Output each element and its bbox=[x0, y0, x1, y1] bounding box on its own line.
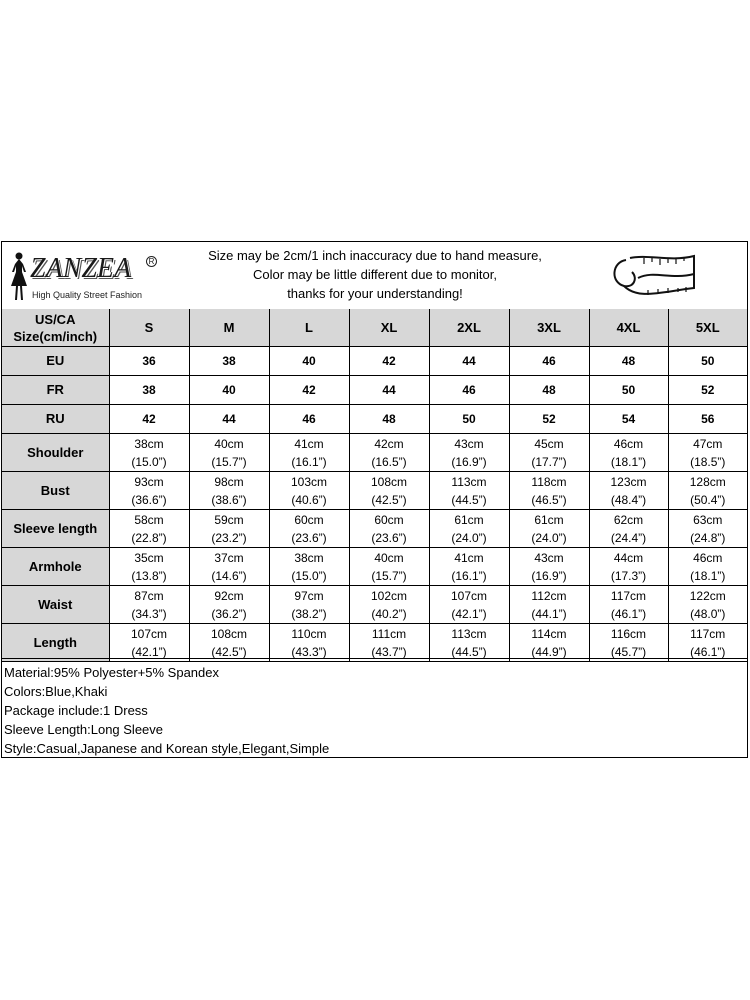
header-label-cell bbox=[2, 309, 109, 347]
cm-value: 38cm bbox=[294, 550, 324, 565]
inch-value: (23.6”) bbox=[371, 530, 407, 545]
inch-value: (24.8”) bbox=[690, 530, 726, 545]
cm-value: 111cm bbox=[371, 626, 407, 641]
measurement-row bbox=[2, 624, 747, 662]
measurement-cell bbox=[589, 624, 668, 662]
measurement-cell bbox=[189, 510, 269, 548]
size-cell: 2XL bbox=[429, 309, 509, 347]
measurement-cell bbox=[668, 624, 747, 662]
inch-value: (17.3”) bbox=[610, 568, 647, 583]
cm-value: 62cm bbox=[613, 512, 644, 527]
inch-value: (43.3”) bbox=[291, 644, 327, 659]
detail-colors: Colors:Blue,Khaki bbox=[4, 684, 108, 699]
cm-value: 37cm bbox=[214, 550, 244, 565]
cm-value: 103cm bbox=[290, 474, 328, 489]
inch-value: (45.7”) bbox=[610, 644, 647, 659]
cm-value: 122cm bbox=[689, 588, 726, 603]
measurement-cell bbox=[189, 624, 269, 662]
inch-value: (16.9”) bbox=[451, 454, 487, 469]
cm-value: 108cm bbox=[370, 474, 408, 489]
row-label: Armhole bbox=[2, 548, 109, 586]
detail-package: Package include:1 Dress bbox=[4, 703, 148, 718]
cm-value: 42cm bbox=[374, 436, 404, 451]
measurement-cell bbox=[509, 624, 589, 662]
inch-value: (16.1”) bbox=[451, 568, 487, 583]
size-cell: M bbox=[189, 309, 269, 347]
size-chart bbox=[1, 241, 748, 758]
inch-value: (46.1”) bbox=[610, 606, 647, 621]
conversion-cell: 40 bbox=[269, 347, 349, 376]
cm-value: 43cm bbox=[454, 436, 484, 451]
row-label: Waist bbox=[2, 586, 109, 624]
conversion-cell: 48 bbox=[589, 347, 668, 376]
measurement-cell bbox=[429, 548, 509, 586]
cm-value: 93cm bbox=[134, 474, 164, 489]
conversion-cell: 42 bbox=[349, 347, 429, 376]
conversion-cell: 52 bbox=[509, 405, 589, 434]
measurement-cell bbox=[589, 510, 668, 548]
chart-header bbox=[2, 242, 747, 310]
cm-value: 92cm bbox=[214, 588, 244, 603]
measurement-cell bbox=[429, 434, 509, 472]
size-cell: 3XL bbox=[509, 309, 589, 347]
measurement-cell bbox=[429, 510, 509, 548]
inch-value: (23.6”) bbox=[291, 530, 327, 545]
measurement-cell bbox=[509, 510, 589, 548]
inch-value: (15.0”) bbox=[291, 568, 327, 583]
size-table bbox=[2, 309, 747, 662]
cm-value: 58cm bbox=[134, 512, 164, 527]
notice-line: thanks for your understanding! bbox=[287, 286, 463, 301]
conversion-cell: 40 bbox=[189, 376, 269, 405]
inch-value: (24.4”) bbox=[610, 530, 647, 545]
inch-value: (16.5”) bbox=[371, 454, 407, 469]
size-cell: S bbox=[109, 309, 189, 347]
product-details bbox=[2, 658, 747, 758]
inch-value: (36.2”) bbox=[211, 606, 247, 621]
cm-value: 118cm bbox=[531, 474, 567, 489]
conversion-cell: 38 bbox=[189, 347, 269, 376]
woman-silhouette-icon bbox=[6, 250, 32, 306]
inch-value: (44.1”) bbox=[531, 606, 567, 621]
inch-value: (22.8”) bbox=[131, 530, 167, 545]
inch-value: (42.5”) bbox=[211, 644, 247, 659]
row-label: FR bbox=[2, 376, 109, 405]
cm-value: 40cm bbox=[374, 550, 404, 565]
inch-value: (14.6”) bbox=[211, 568, 247, 583]
conversion-row bbox=[2, 376, 747, 405]
cm-value: 46cm bbox=[613, 436, 644, 451]
inch-value: (38.6”) bbox=[211, 492, 247, 507]
inch-value: (15.7”) bbox=[211, 454, 247, 469]
inch-value: (46.1”) bbox=[690, 644, 726, 659]
notice-line: Color may be little different due to monitor, bbox=[253, 267, 497, 282]
measurement-notice bbox=[152, 246, 598, 303]
registered-mark: R bbox=[146, 256, 157, 267]
conversion-cell: 54 bbox=[589, 405, 668, 434]
measurement-cell bbox=[509, 434, 589, 472]
measurement-cell bbox=[589, 586, 668, 624]
row-label: EU bbox=[2, 347, 109, 376]
cm-value: 110cm bbox=[291, 626, 327, 641]
measurement-cell bbox=[269, 586, 349, 624]
inch-value: (48.4”) bbox=[610, 492, 647, 507]
row-label: Bust bbox=[2, 472, 109, 510]
measurement-cell bbox=[269, 434, 349, 472]
brand-logo bbox=[6, 250, 156, 306]
conversion-cell: 56 bbox=[668, 405, 747, 434]
measurement-cell bbox=[429, 624, 509, 662]
cm-value: 35cm bbox=[134, 550, 164, 565]
measurement-cell bbox=[668, 586, 747, 624]
inch-value: (42.1”) bbox=[451, 606, 487, 621]
row-label: Sleeve length bbox=[2, 510, 109, 548]
inch-value: (44.9”) bbox=[531, 644, 567, 659]
conversion-cell: 46 bbox=[429, 376, 509, 405]
cm-value: 116cm bbox=[610, 626, 647, 641]
cm-value: 113cm bbox=[451, 474, 487, 489]
measurement-cell bbox=[109, 472, 189, 510]
inch-value: (43.7”) bbox=[371, 644, 407, 659]
measurement-row bbox=[2, 472, 747, 510]
cm-value: 97cm bbox=[294, 588, 324, 603]
measurement-cell bbox=[349, 548, 429, 586]
conversion-cell: 46 bbox=[269, 405, 349, 434]
cm-value: 108cm bbox=[210, 626, 248, 641]
measurement-cell bbox=[269, 624, 349, 662]
measurement-cell bbox=[269, 548, 349, 586]
inch-value: (24.0”) bbox=[451, 530, 487, 545]
cm-value: 45cm bbox=[534, 436, 564, 451]
row-label: RU bbox=[2, 405, 109, 434]
measurement-cell bbox=[349, 586, 429, 624]
measurement-cell bbox=[349, 624, 429, 662]
measurement-cell bbox=[109, 510, 189, 548]
row-label: Length bbox=[2, 624, 109, 662]
measurement-cell bbox=[509, 548, 589, 586]
measurement-cell bbox=[109, 586, 189, 624]
cm-value: 107cm bbox=[130, 626, 168, 641]
measurement-cell bbox=[589, 548, 668, 586]
measurement-rows bbox=[2, 434, 747, 662]
inch-value: (44.5”) bbox=[451, 492, 487, 507]
size-cell: L bbox=[269, 309, 349, 347]
conversion-cell: 44 bbox=[189, 405, 269, 434]
conversion-cell: 36 bbox=[109, 347, 189, 376]
inch-value: (40.6”) bbox=[291, 492, 327, 507]
inch-value: (36.6”) bbox=[131, 492, 167, 507]
inch-value: (17.7”) bbox=[531, 454, 567, 469]
cm-value: 87cm bbox=[134, 588, 164, 603]
inch-value: (18.1”) bbox=[690, 568, 726, 583]
measurement-cell bbox=[269, 510, 349, 548]
cm-value: 61cm bbox=[454, 512, 484, 527]
notice-line: Size may be 2cm/1 inch inaccuracy due to hand measure, bbox=[208, 248, 542, 263]
measurement-cell bbox=[589, 434, 668, 472]
measurement-cell bbox=[668, 510, 747, 548]
inch-value: (44.5”) bbox=[451, 644, 487, 659]
cm-value: 128cm bbox=[689, 474, 726, 489]
measurement-cell bbox=[349, 434, 429, 472]
measurement-row bbox=[2, 586, 747, 624]
size-cell: 5XL bbox=[668, 309, 747, 347]
inch-value: (42.1”) bbox=[131, 644, 167, 659]
inch-value: (15.0”) bbox=[131, 454, 167, 469]
header-label-line: Size(cm/inch) bbox=[13, 328, 98, 344]
measurement-cell bbox=[189, 472, 269, 510]
measurement-cell bbox=[189, 548, 269, 586]
cm-value: 40cm bbox=[214, 436, 244, 451]
detail-material: Material:95% Polyester+5% Spandex bbox=[4, 665, 219, 680]
inch-value: (18.1”) bbox=[610, 454, 647, 469]
measurement-cell bbox=[109, 624, 189, 662]
cm-value: 63cm bbox=[693, 512, 723, 527]
measurement-cell bbox=[189, 586, 269, 624]
inch-value: (46.5”) bbox=[531, 492, 567, 507]
cm-value: 59cm bbox=[214, 512, 244, 527]
conversion-cell: 44 bbox=[349, 376, 429, 405]
measurement-cell bbox=[509, 586, 589, 624]
inch-value: (24.0”) bbox=[531, 530, 567, 545]
measurement-cell bbox=[109, 548, 189, 586]
inch-value: (38.2”) bbox=[291, 606, 327, 621]
conversion-row bbox=[2, 405, 747, 434]
size-cell: XL bbox=[349, 309, 429, 347]
inch-value: (40.2”) bbox=[371, 606, 407, 621]
cm-value: 47cm bbox=[693, 436, 723, 451]
measurement-cell bbox=[668, 434, 747, 472]
conversion-cell: 48 bbox=[349, 405, 429, 434]
inch-value: (23.2”) bbox=[211, 530, 247, 545]
conversion-row bbox=[2, 347, 747, 376]
conversion-rows bbox=[2, 347, 747, 434]
measurement-cell bbox=[189, 434, 269, 472]
conversion-cell: 50 bbox=[589, 376, 668, 405]
cm-value: 60cm bbox=[294, 512, 324, 527]
inch-value: (15.7”) bbox=[371, 568, 407, 583]
header-label-line: US/CA bbox=[35, 311, 76, 327]
conversion-cell: 52 bbox=[668, 376, 747, 405]
cm-value: 113cm bbox=[451, 626, 487, 641]
inch-value: (34.3”) bbox=[131, 606, 167, 621]
detail-style: Style:Casual,Japanese and Korean style,Elegant,Simple bbox=[4, 741, 330, 756]
conversion-cell: 50 bbox=[668, 347, 747, 376]
measurement-cell bbox=[429, 586, 509, 624]
cm-value: 114cm bbox=[531, 626, 567, 641]
cm-value: 60cm bbox=[374, 512, 404, 527]
measurement-cell bbox=[109, 434, 189, 472]
cm-value: 102cm bbox=[370, 588, 408, 603]
inch-value: (13.8”) bbox=[131, 568, 167, 583]
inch-value: (16.9”) bbox=[531, 568, 567, 583]
cm-value: 46cm bbox=[693, 550, 723, 565]
row-label: Shoulder bbox=[2, 434, 109, 472]
conversion-cell: 46 bbox=[509, 347, 589, 376]
measurement-cell bbox=[509, 472, 589, 510]
cm-value: 123cm bbox=[610, 474, 647, 489]
conversion-cell: 38 bbox=[109, 376, 189, 405]
measurement-cell bbox=[349, 510, 429, 548]
conversion-cell: 42 bbox=[109, 405, 189, 434]
conversion-cell: 50 bbox=[429, 405, 509, 434]
size-header-row bbox=[2, 309, 747, 347]
measurement-row bbox=[2, 510, 747, 548]
cm-value: 98cm bbox=[214, 474, 244, 489]
measurement-cell bbox=[668, 548, 747, 586]
size-cell: 4XL bbox=[589, 309, 668, 347]
detail-sleeve-length: Sleeve Length:Long Sleeve bbox=[4, 722, 164, 737]
conversion-cell: 42 bbox=[269, 376, 349, 405]
measurement-cell bbox=[349, 472, 429, 510]
cm-value: 41cm bbox=[454, 550, 484, 565]
measuring-tape-icon bbox=[608, 248, 698, 304]
measurement-cell bbox=[269, 472, 349, 510]
measurement-cell bbox=[429, 472, 509, 510]
inch-value: (48.0”) bbox=[690, 606, 726, 621]
cm-value: 43cm bbox=[534, 550, 564, 565]
cm-value: 61cm bbox=[534, 512, 564, 527]
measurement-cell bbox=[589, 472, 668, 510]
cm-value: 117cm bbox=[690, 626, 726, 641]
brand-name: ZANZEA bbox=[30, 253, 132, 284]
measurement-row bbox=[2, 548, 747, 586]
cm-value: 38cm bbox=[134, 436, 164, 451]
measurement-cell bbox=[668, 472, 747, 510]
conversion-cell: 48 bbox=[509, 376, 589, 405]
inch-value: (50.4”) bbox=[690, 492, 726, 507]
conversion-cell: 44 bbox=[429, 347, 509, 376]
cm-value: 117cm bbox=[610, 588, 647, 603]
brand-tagline: High Quality Street Fashion bbox=[32, 290, 143, 300]
inch-value: (42.5”) bbox=[371, 492, 407, 507]
cm-value: 107cm bbox=[450, 588, 488, 603]
cm-value: 112cm bbox=[531, 588, 567, 603]
measurement-row bbox=[2, 434, 747, 472]
inch-value: (16.1”) bbox=[291, 454, 327, 469]
cm-value: 44cm bbox=[613, 550, 644, 565]
inch-value: (18.5”) bbox=[690, 454, 726, 469]
cm-value: 41cm bbox=[294, 436, 324, 451]
